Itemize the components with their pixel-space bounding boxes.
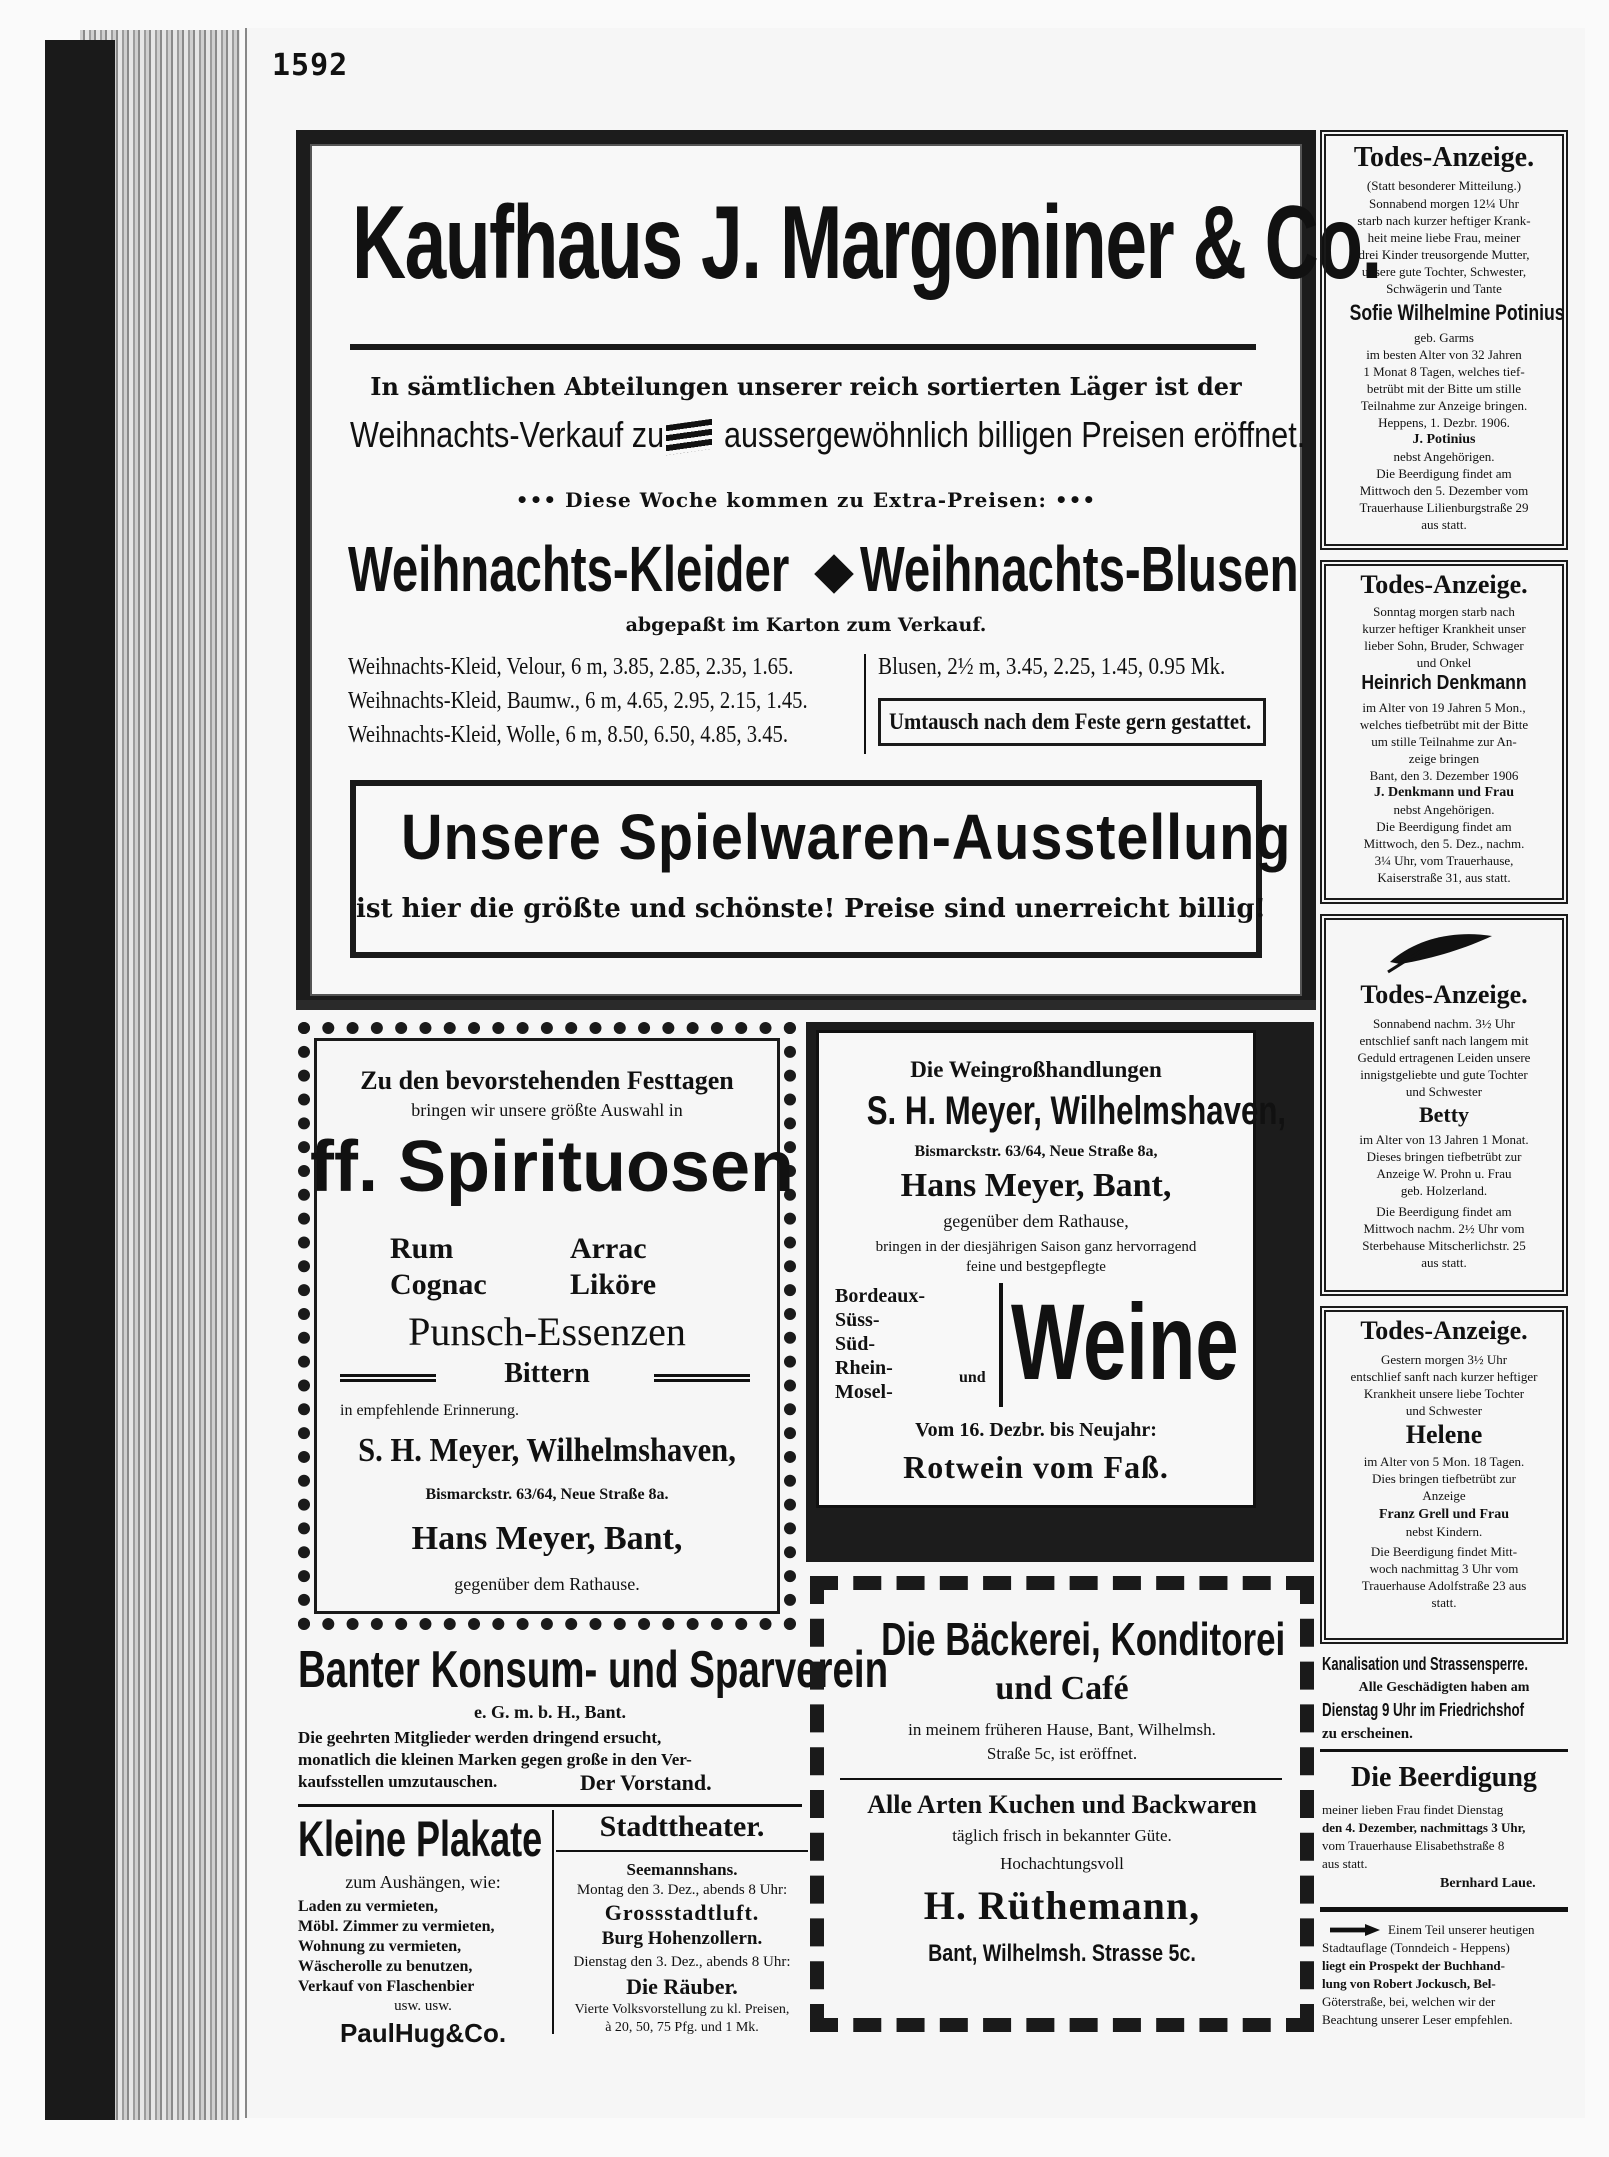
todes-line: und Schwester (1405, 1403, 1483, 1418)
cognac-label: Cognac (390, 1268, 487, 1301)
todes-line: heit meine liebe Frau, meiner (1367, 230, 1521, 245)
todes-title: Todes-Anzeige. (1360, 980, 1528, 1009)
spirituosen-l2: bringen wir unsere größte Auswahl in (411, 1100, 683, 1120)
pointing-hand-icon (1330, 1924, 1380, 1936)
theater-l4: Burg Hohenzollern. (601, 1928, 763, 1949)
baeckerei-l3: täglich frisch in bekannter Güte. (952, 1826, 1172, 1845)
todes-line: innigstgeliebte und gute Tochter (1360, 1067, 1528, 1082)
todes-line: Geduld ertragenen Leiden unsere (1357, 1050, 1531, 1065)
todes-line: im besten Alter von 32 Jahren (1366, 347, 1522, 362)
todes-line: Anzeige (1422, 1488, 1466, 1503)
todes-line: geb. Holzerland. (1400, 1183, 1488, 1198)
weine-kind: Mosel- (835, 1381, 893, 1403)
todes-line: Die Beerdigung findet Mitt- (1370, 1544, 1518, 1559)
todes-line: J. Denkmann und Frau (1373, 785, 1515, 800)
todes-name: Betty (1418, 1102, 1470, 1127)
kaufhaus-rule (350, 344, 1256, 350)
todes-line: 3¼ Uhr, vom Trauerhause, (1374, 853, 1514, 868)
plakate-sub: zum Aushängen, wie: (345, 1872, 501, 1892)
weine-title: Weine (1011, 1281, 1239, 1402)
divider (999, 1283, 1003, 1407)
todes-line: Die Beerdigung findet am (1376, 466, 1512, 481)
todes-line: Mittwoch nachm. 2½ Uhr vom (1363, 1221, 1525, 1236)
baeckerei-title: Die Bäckerei, Konditorei (881, 1613, 1286, 1665)
todes-line: entschlief sanft nach kurzer heftiger (1350, 1369, 1538, 1384)
prospekt-line: Göterstraße, bei, welchen wir der (1322, 1994, 1496, 2009)
exchange-text: Umtausch nach dem Feste gern gestattet. (889, 709, 1252, 734)
todes-line: und Schwester (1405, 1084, 1483, 1099)
plakate-item: Möbl. Zimmer zu vermieten, (298, 1918, 495, 1935)
todes-line: 1 Monat 8 Tagen, welches tief- (1363, 364, 1525, 379)
todes-line: kurzer heftiger Krankheit unser (1362, 621, 1526, 636)
todes-line: im Alter von 5 Mon. 18 Tagen. (1363, 1454, 1525, 1469)
prospekt-line: lung von Robert Jockusch, Bel- (1322, 1976, 1496, 1991)
baeckerei-address: Bant, Wilhelmsh. Strasse 5c. (928, 1940, 1196, 1967)
todes-line: unsere gute Tochter, Schwester, (1361, 264, 1527, 279)
spirituosen-title: ff. Spirituosen (310, 1127, 794, 1207)
rotwein-text: Rotwein vom Faß. (903, 1449, 1169, 1485)
theater-l7: Vierte Volksvorstellung zu kl. Preisen, (574, 2002, 790, 2017)
theater-l5: Dienstag den 3. Dez., abends 8 Uhr: (573, 1954, 791, 1970)
beerdigung-notice (1320, 1762, 1568, 1912)
kanal-title: Kanalisation und Strassensperre. (1322, 1654, 1528, 1674)
todes-line: Die Beerdigung findet am (1376, 1204, 1512, 1219)
kanal-l2: Dienstag 9 Uhr im Friedrichshof (1322, 1700, 1525, 1720)
todes-line: Franz Grell und Frau (1378, 1507, 1510, 1522)
todes-line: Sterbehause Mitscherlichstr. 25 (1362, 1238, 1526, 1253)
weine-kind: Süd- (835, 1333, 876, 1355)
todes-line: Trauerhause Adolfstraße 23 aus (1361, 1578, 1527, 1593)
beerdigung-line: den 4. Dezember, nachmittags 3 Uhr, (1322, 1820, 1526, 1835)
todes-line: (Statt besonderer Mitteilung.) (1366, 178, 1522, 193)
prospekt-line: liegt ein Prospekt der Buchhand- (1322, 1958, 1505, 1973)
todes-line: J. Potinius (1412, 432, 1476, 447)
todes-line: Sonnabend nachm. 3½ Uhr (1373, 1016, 1515, 1031)
prospekt-notice (1320, 1920, 1568, 2044)
todes-line: betrübt mit der Bitte um stille (1366, 381, 1522, 396)
todes-line: Anzeige W. Prohn u. Frau (1376, 1166, 1512, 1181)
todes-name: Heinrich Denkmann (1361, 672, 1527, 694)
spielwaren-title: Unsere Spielwaren-Ausstellung (401, 801, 1292, 873)
price-line: Weihnachts-Kleid, Wolle, 6 m, 8.50, 6.50, 4.85, 3.45. (348, 722, 789, 748)
kaufhaus-sub: abgepaßt im Karton zum Verkauf. (625, 614, 987, 636)
beerdigung-line: aus statt. (1322, 1856, 1368, 1871)
todes-line: um stille Teilnahme zur An- (1371, 734, 1517, 749)
right-column (1320, 130, 1568, 2044)
todes-line: Sonntag morgen starb nach (1373, 604, 1515, 619)
todes-line: Mittwoch den 5. Dezember vom (1359, 483, 1529, 498)
prospekt-line: Beachtung unserer Leser empfehlen. (1322, 2012, 1513, 2027)
rule-icon (654, 1374, 750, 1382)
todes-line: und Onkel (1416, 655, 1472, 670)
weine-ad (806, 1022, 1314, 1562)
todes-anzeige-2 (1320, 560, 1568, 904)
konsum-ad (298, 1640, 889, 1802)
theater-l6: Die Räuber. (626, 1974, 738, 1999)
weine-address: Bismarckstr. 63/64, Neue Straße 8a, (914, 1143, 1158, 1160)
plakate-item: usw. usw. (394, 1998, 452, 2014)
arrac-label: Arrac (570, 1232, 647, 1265)
theater-l8: à 20, 50, 75 Pfg. und 1 Mk. (605, 2020, 759, 2035)
weine-l2: bringen in der diesjährigen Saison ganz hervorragend (875, 1239, 1197, 1255)
todes-line: Mittwoch, den 5. Dez., nachm. (1363, 836, 1525, 851)
price-line: Weihnachts-Kleid, Baumw., 6 m, 4.65, 2.95, 2.15, 1.45. (348, 688, 808, 714)
divider (556, 1850, 808, 1852)
baeckerei-ad (810, 1576, 1314, 2032)
weine-inner (816, 1030, 1287, 1508)
weine-hans: Hans Meyer, Bant, (900, 1167, 1172, 1204)
kaufhaus-extra: ••• Diese Woche kommen zu Extra-Preisen: ••• (515, 488, 1097, 512)
todes-line: Kaiserstraße 31, aus statt. (1377, 870, 1511, 885)
kaufhaus-line2b: aussergewöhnlich billigen Preisen eröffnet. (724, 414, 1306, 455)
todes-line: Die Beerdigung findet am (1376, 819, 1512, 834)
todes-line: woch nachmittag 3 Uhr vom (1369, 1561, 1519, 1576)
kanal-l3: zu erscheinen. (1322, 1726, 1413, 1742)
plakate-item: Wäscherolle zu benutzen, (298, 1958, 473, 1975)
plakate-item: Laden zu vermieten, (298, 1898, 438, 1915)
kanal-notice (1320, 1652, 1568, 1752)
theater-title: Stadttheater. (599, 1810, 765, 1843)
weine-rathaus: gegenüber dem Rathause, (943, 1211, 1129, 1231)
beerdigung-title: Die Beerdigung (1351, 1762, 1537, 1793)
todes-line: im Alter von 13 Jahren 1 Monat. (1359, 1132, 1529, 1147)
baeckerei-l4: Hochachtungsvoll (1000, 1854, 1124, 1873)
todes-line: aus statt. (1421, 517, 1467, 532)
todes-name: Sofie Wilhelmine Potinius (1349, 300, 1565, 325)
todes-line: Dies bringen tiefbetrübt zur (1371, 1471, 1517, 1486)
konsum-l3: kaufsstellen umzutauschen. (298, 1772, 498, 1791)
erinnerung-text: in empfehlende Erinnerung. (340, 1402, 520, 1419)
todes-line: aus statt. (1421, 1255, 1467, 1270)
todes-title: Todes-Anzeige. (1360, 1316, 1528, 1345)
weine-meyer: S. H. Meyer, Wilhelmshaven, (866, 1089, 1287, 1133)
todes-anzeige-3 (1320, 914, 1568, 1296)
divider (298, 1804, 802, 1807)
todes-line: nebst Kindern. (1405, 1524, 1483, 1539)
meyer-address: Bismarckstr. 63/64, Neue Straße 8a. (425, 1486, 669, 1503)
theater-l1: Seemannshans. (626, 1860, 738, 1879)
exchange-box (878, 698, 1266, 746)
bittern-label: Bittern (504, 1358, 590, 1389)
feather-icon (1386, 928, 1496, 974)
separator (296, 1000, 1316, 1010)
weine-dates: Vom 16. Dezbr. bis Neujahr: (915, 1419, 1157, 1441)
baeckerei-name: H. Rüthemann, (923, 1883, 1201, 1928)
plakate-title: Kleine Plakate (298, 1811, 543, 1867)
diamond-icon (814, 554, 854, 594)
page-number: 1592 (272, 48, 349, 83)
todes-line: Teilnahme zur Anzeige bringen. (1360, 398, 1528, 413)
weine-und: und (959, 1369, 986, 1386)
konsum-title: Banter Konsum- und Sparverein (298, 1641, 889, 1699)
weihnachts-kleider-heading: Weihnachts-Kleider (348, 533, 790, 605)
todes-line: zeige bringen (1408, 751, 1480, 766)
todes-line: Krankheit unsere liebe Tochter (1363, 1386, 1525, 1401)
spirituosen-ad (298, 1022, 796, 1630)
book-spine (45, 40, 115, 2120)
todes-line: Trauerhause Lilienburgstraße 29 (1359, 500, 1529, 515)
weine-kind: Bordeaux- (835, 1285, 925, 1307)
theater-ad (556, 1810, 808, 2040)
todes-line: entschlief sanft nach langem mit (1359, 1033, 1529, 1048)
rathaus-text: gegenüber dem Rathause. (454, 1574, 640, 1594)
beerdigung-line: meiner lieben Frau findet Dienstag (1322, 1802, 1504, 1817)
plakate-item: Verkauf von Flaschenbier (298, 1978, 475, 1995)
baeckerei-l1: in meinem früheren Hause, Bant, Wilhelmsh. (908, 1720, 1216, 1739)
todes-line: lieber Sohn, Bruder, Schwager (1364, 638, 1524, 653)
todes-line: nebst Angehörigen. (1393, 802, 1495, 817)
beerdigung-line: vom Trauerhause Elisabethstraße 8 (1322, 1838, 1505, 1853)
plakate-signature: PaulHug&Co. (339, 2018, 507, 2048)
kaufhaus-line1: In sämtlichen Abteilungen unserer reich sortierten Läger ist der (370, 372, 1242, 401)
konsum-l1: Die geehrten Mitglieder werden dringend ersucht, (298, 1728, 662, 1747)
meyer-name: S. H. Meyer, Wilhelmshaven, (358, 1432, 736, 1469)
todes-line: Gestern morgen 3½ Uhr (1380, 1352, 1508, 1367)
baeckerei-l2: Straße 5c, ist eröffnet. (986, 1744, 1138, 1763)
weihnachts-blusen-heading: Weihnachts-Blusen (860, 533, 1299, 605)
divider (864, 654, 866, 754)
rum-label: Rum (390, 1232, 454, 1265)
spielwaren-box (350, 780, 1292, 958)
todes-name: Helene (1405, 1420, 1483, 1449)
divider (552, 1810, 554, 2034)
todes-line: Bant, den 3. Dezember 1906 (1369, 768, 1519, 783)
todes-line: im Alter von 19 Jahren 5 Mon., (1362, 700, 1526, 715)
kaufhaus-title: Kaufhaus J. Margoniner & Co. (352, 185, 1381, 301)
divider (840, 1778, 1282, 1780)
hans-meyer-name: Hans Meyer, Bant, (411, 1520, 683, 1557)
price-line: Weihnachts-Kleid, Velour, 6 m, 3.85, 2.85, 2.35, 1.65. (348, 654, 794, 680)
plakate-ad (298, 1810, 548, 2048)
weine-l1: Die Weingroßhandlungen (910, 1057, 1162, 1082)
blusen-price: Blusen, 2½ m, 3.45, 2.25, 1.45, 0.95 Mk. (878, 654, 1226, 680)
todes-title: Todes-Anzeige. (1353, 142, 1535, 173)
baeckerei-kuchen: Alle Arten Kuchen und Backwaren (867, 1790, 1257, 1819)
todes-line: Dieses bringen tiefbetrübt zur (1366, 1149, 1522, 1164)
theater-l3: Grossstadtluft. (604, 1900, 760, 1925)
todes-anzeige-4 (1320, 1306, 1568, 1644)
punsch-label: Punsch-Essenzen (408, 1309, 686, 1354)
theater-l2: Montag den 3. Dez., abends 8 Uhr: (576, 1882, 788, 1898)
todes-line: Schwägerin und Tante (1386, 281, 1502, 296)
plakate-item: Wohnung zu vermieten, (298, 1938, 462, 1955)
konsum-signature: Der Vorstand. (580, 1770, 712, 1795)
todes-line: starb nach kurzer heftiger Krank- (1357, 213, 1531, 228)
weine-kind: Süss- (835, 1309, 880, 1331)
weine-l3: feine und bestgepflegte (966, 1259, 1106, 1275)
todes-line: statt. (1431, 1595, 1457, 1610)
baeckerei-cafe: und Café (995, 1670, 1129, 1707)
todes-title: Todes-Anzeige. (1360, 570, 1528, 599)
kaufhaus-ad (296, 130, 1381, 1010)
konsum-l2: monatlich die kleinen Marken gegen große in den Ver- (298, 1750, 692, 1769)
konsum-sub: e. G. m. b. H., Bant. (473, 1702, 626, 1722)
weine-kind: Rhein- (835, 1357, 893, 1379)
todes-line: drei Kinder treusorgende Mutter, (1358, 247, 1530, 262)
todes-line: welches tiefbetrübt mit der Bitte (1359, 717, 1529, 732)
prospekt-line: Einem Teil unserer heutigen (1388, 1922, 1535, 1937)
todes-line: geb. Garms (1414, 330, 1474, 345)
kanal-l1: Alle Geschädigten haben am (1358, 1680, 1530, 1695)
beerdigung-signature: Bernhard Laue. (1440, 1876, 1536, 1891)
logo-icon (666, 419, 712, 455)
spirituosen-l1: Zu den bevorstehenden Festtagen (360, 1066, 734, 1095)
spielwaren-sub: ist hier die größte und schönste! Preise sind unerreicht billig! (356, 894, 1266, 924)
kaufhaus-line2a: Weihnachts-Verkauf zu (350, 414, 665, 455)
todes-line: nebst Angehörigen. (1393, 449, 1495, 464)
likore-label: Liköre (570, 1268, 657, 1301)
todes-line: Sonnabend morgen 12¼ Uhr (1369, 196, 1519, 211)
prospekt-line: Stadtauflage (Tonndeich - Heppens) (1322, 1940, 1510, 1955)
todes-line: Heppens, 1. Dezbr. 1906. (1378, 415, 1510, 430)
todes-anzeige-1 (1320, 130, 1568, 550)
